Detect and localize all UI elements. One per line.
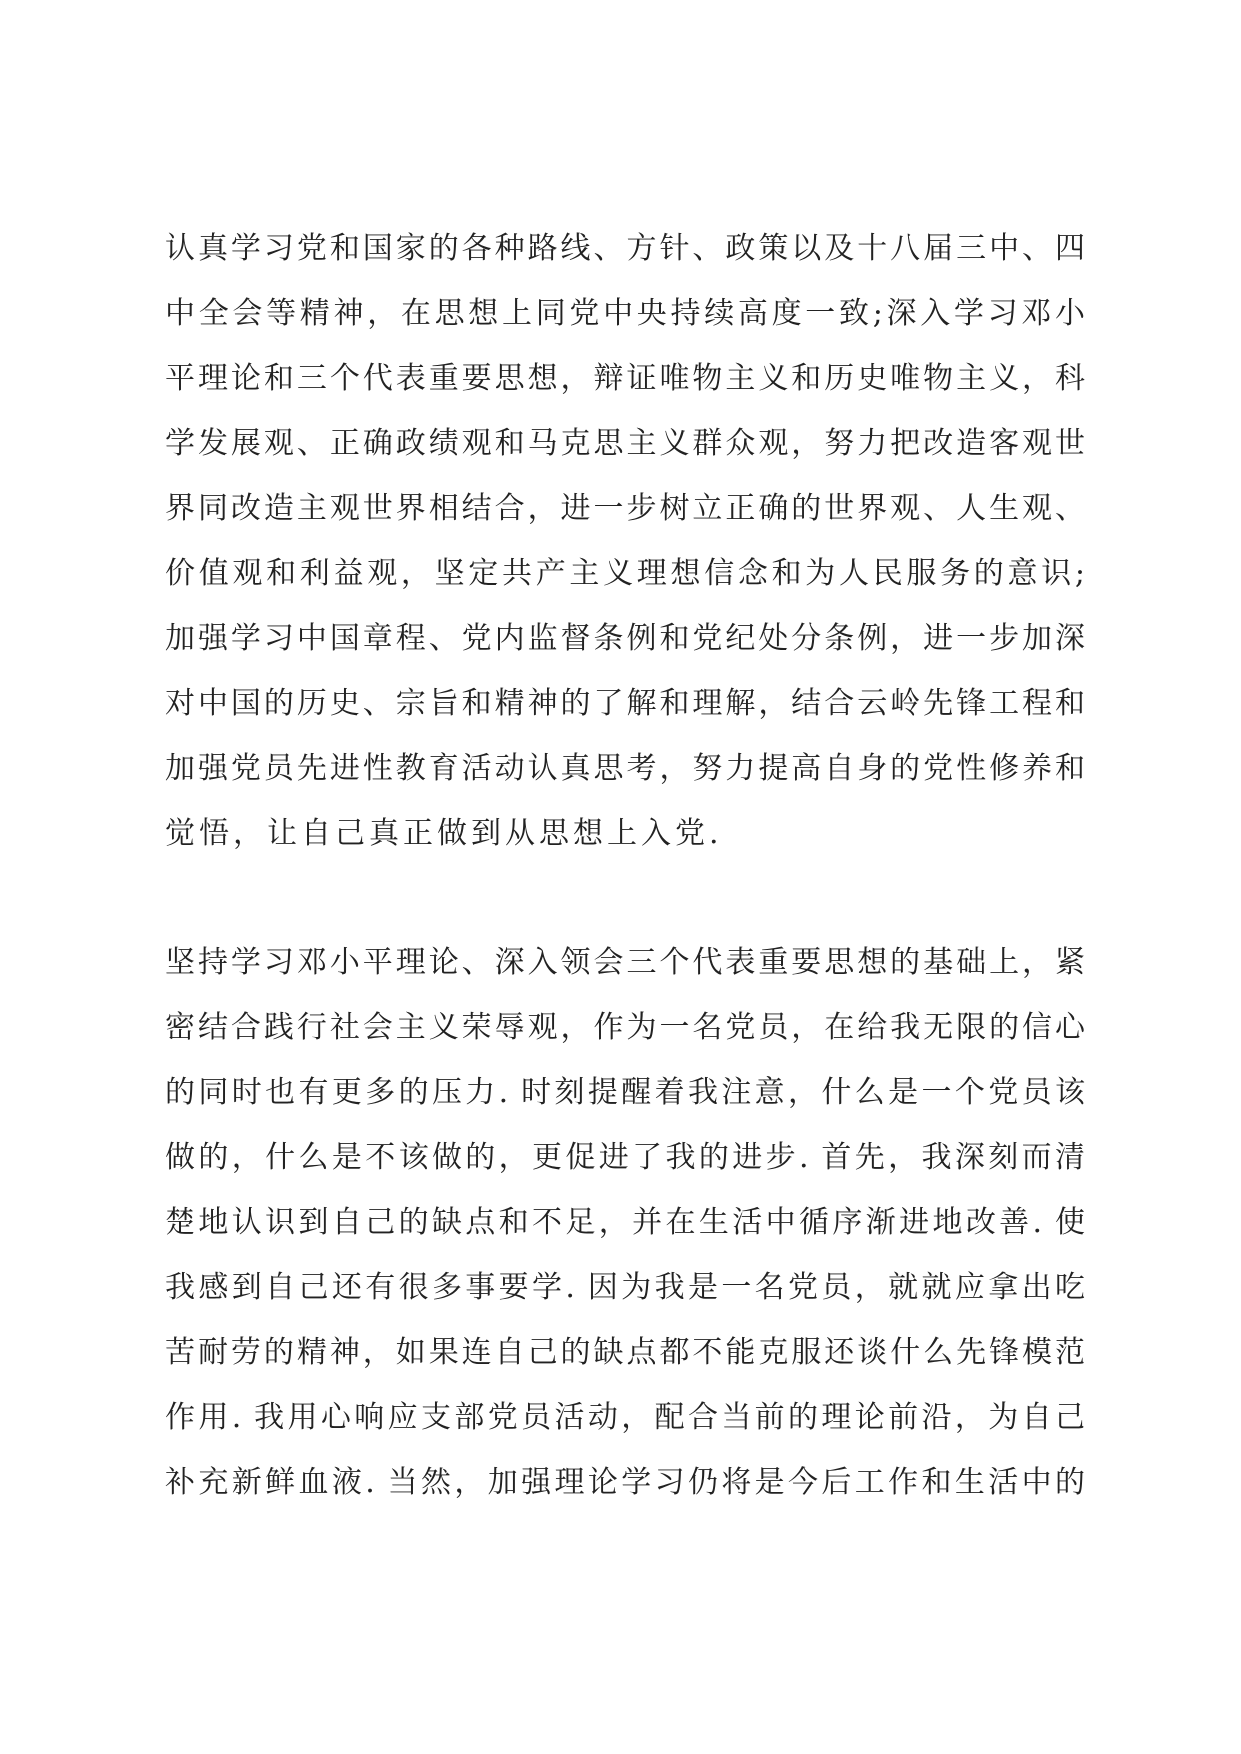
text-line: 平理论和三个代表重要思想，辩证唯物主义和历史唯物主义，科: [165, 361, 1085, 396]
text-line: 楚地认识到自己的缺点和不足，并在生活中循序渐进地改善. 使: [165, 1205, 1085, 1240]
text-line: 补充新鲜血液. 当然，加强理论学习仍将是今后工作和生活中的: [165, 1465, 1085, 1500]
text-line: 密结合践行社会主义荣辱观，作为一名党员，在给我无限的信心: [165, 1010, 1085, 1045]
text-line: 做的，什么是不该做的，更促进了我的进步. 首先，我深刻而清: [165, 1140, 1085, 1175]
text-line: 加强学习中国章程、党内监督条例和党纪处分条例，进一步加深: [165, 621, 1085, 656]
text-line: 加强党员先进性教育活动认真思考，努力提高自身的党性修养和: [165, 751, 1085, 786]
paragraph-2: [165, 930, 1085, 1515]
text-line: 我感到自己还有很多事要学. 因为我是一名党员，就就应拿出吃: [165, 1270, 1085, 1305]
text-line: 苦耐劳的精神，如果连自己的缺点都不能克服还谈什么先锋模范: [165, 1335, 1085, 1370]
text-line: 坚持学习邓小平理论、深入领会三个代表重要思想的基础上，紧: [165, 945, 1085, 980]
text-line: 觉悟，让自己真正做到从思想上入党.: [165, 816, 723, 851]
paragraph-1: [165, 216, 1085, 866]
text-line: 认真学习党和国家的各种路线、方针、政策以及十八届三中、四: [165, 231, 1085, 266]
text-line: 作用. 我用心响应支部党员活动，配合当前的理论前沿，为自己: [165, 1400, 1085, 1435]
text-line: 的同时也有更多的压力. 时刻提醒着我注意，什么是一个党员该: [165, 1075, 1085, 1110]
text-line: 界同改造主观世界相结合，进一步树立正确的世界观、人生观、: [165, 491, 1085, 526]
text-line: 对中国的历史、宗旨和精神的了解和理解，结合云岭先锋工程和: [165, 686, 1085, 721]
text-line: 学发展观、正确政绩观和马克思主义群众观，努力把改造客观世: [165, 426, 1085, 461]
text-line: 价值观和利益观，坚定共产主义理想信念和为人民服务的意识;: [165, 556, 1085, 591]
text-line: 中全会等精神，在思想上同党中央持续高度一致;深入学习邓小: [165, 296, 1085, 331]
